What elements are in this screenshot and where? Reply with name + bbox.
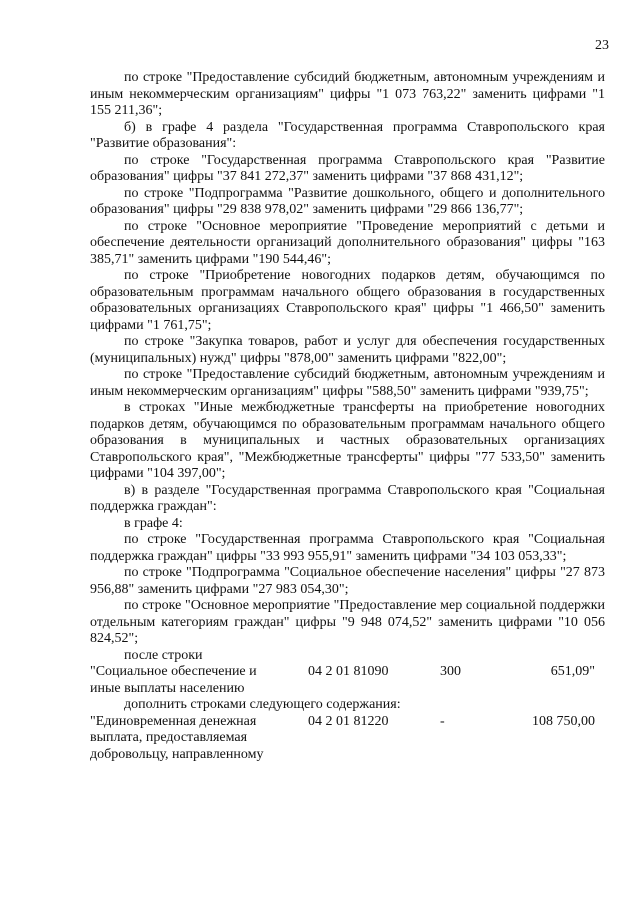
paragraph: по строке "Подпрограмма "Социальное обеспечение населения" цифры "27 873 956,88" заменить цифрами "27 983 054,30"; (90, 565, 605, 597)
paragraph: по строке "Государственная программа Ставропольского края "Социальная поддержка граждан" цифры "33 993 955,91" заменить цифрами "34 103 053,33"; (90, 532, 605, 564)
row-amount: 651,09" (550, 664, 595, 679)
paragraph: в строках "Иные межбюджетные трансферты на приобретение новогодних подарков детям, обучающимся по образовательным программам начального общего образования в муниципальных и частных образовательных организациях Ставропольского края", "Межбюджетные трансферты" цифры "77 533,50" заменить цифрами "104 397,00"; (90, 400, 605, 481)
table-row (90, 714, 605, 764)
table-row (90, 664, 605, 697)
paragraph: по строке "Приобретение новогодних подарков детям, обучающимся по образовательным программам начального общего образования в государственных образовательных организациях Ставропольского края" цифры "1 466,50" заменить цифрами "1 761,75"; (90, 268, 605, 333)
row-type: 300 (440, 664, 461, 679)
row-code: 04 2 01 81090 (308, 664, 389, 679)
row-code: 04 2 01 81220 (308, 713, 389, 729)
row-type: - (440, 713, 445, 729)
paragraph: по строке "Предоставление субсидий бюджетным, автономным учреждениям и иным некоммерческим организациям" цифры "1 073 763,22" заменить цифрами "1 155 211,36"; (90, 70, 605, 118)
paragraph: в графе 4: (124, 515, 183, 531)
row-name: "Социальное обеспечение и иные выплаты населению (90, 664, 257, 696)
page-number: 23 (595, 38, 609, 53)
paragraph: по строке "Закупка товаров, работ и услуг для обеспечения государственных (муниципальных) нужд" цифры "878,00" заменить цифрами "822,00"; (90, 334, 605, 366)
paragraph: по строке "Предоставление субсидий бюджетным, автономным учреждениям и иным некоммерческим организациям" цифры "588,50" заменить цифрами "939,75"; (90, 367, 605, 399)
paragraph: дополнить строками следующего содержания: (124, 697, 401, 712)
paragraph: по строке "Основное мероприятие "Проведение мероприятий с детьми и обеспечение деятельности организаций дополнительного образования" цифры "163 385,71" заменить цифрами "190 544,46"; (90, 218, 605, 267)
row-name: "Единовременная денежная выплата, предоставляемая добровольцу, направленному (90, 713, 264, 762)
paragraph: в) в разделе "Государственная программа Ставропольского края "Социальная поддержка граждан": (90, 482, 605, 514)
paragraph: по строке "Подпрограмма "Развитие дошкольного, общего и дополнительного образования" цифры "29 838 978,02" заменить цифрами "29 866 136,77"; (90, 185, 605, 217)
paragraph: по строке "Государственная программа Ставропольского края "Развитие образования" цифры "37 841 272,37" заменить цифрами "37 868 431,12"; (90, 152, 605, 184)
paragraph: по строке "Основное мероприятие "Предоставление мер социальной поддержки отдельным категориям граждан" цифры "9 948 074,52" заменить цифрами "10 056 824,52"; (90, 598, 605, 646)
document-body (90, 70, 605, 764)
paragraph: после строки (124, 647, 203, 663)
paragraph: б) в графе 4 раздела "Государственная программа Ставропольского края "Развитие образования": (90, 119, 605, 151)
row-amount: 108 750,00 (532, 713, 595, 729)
